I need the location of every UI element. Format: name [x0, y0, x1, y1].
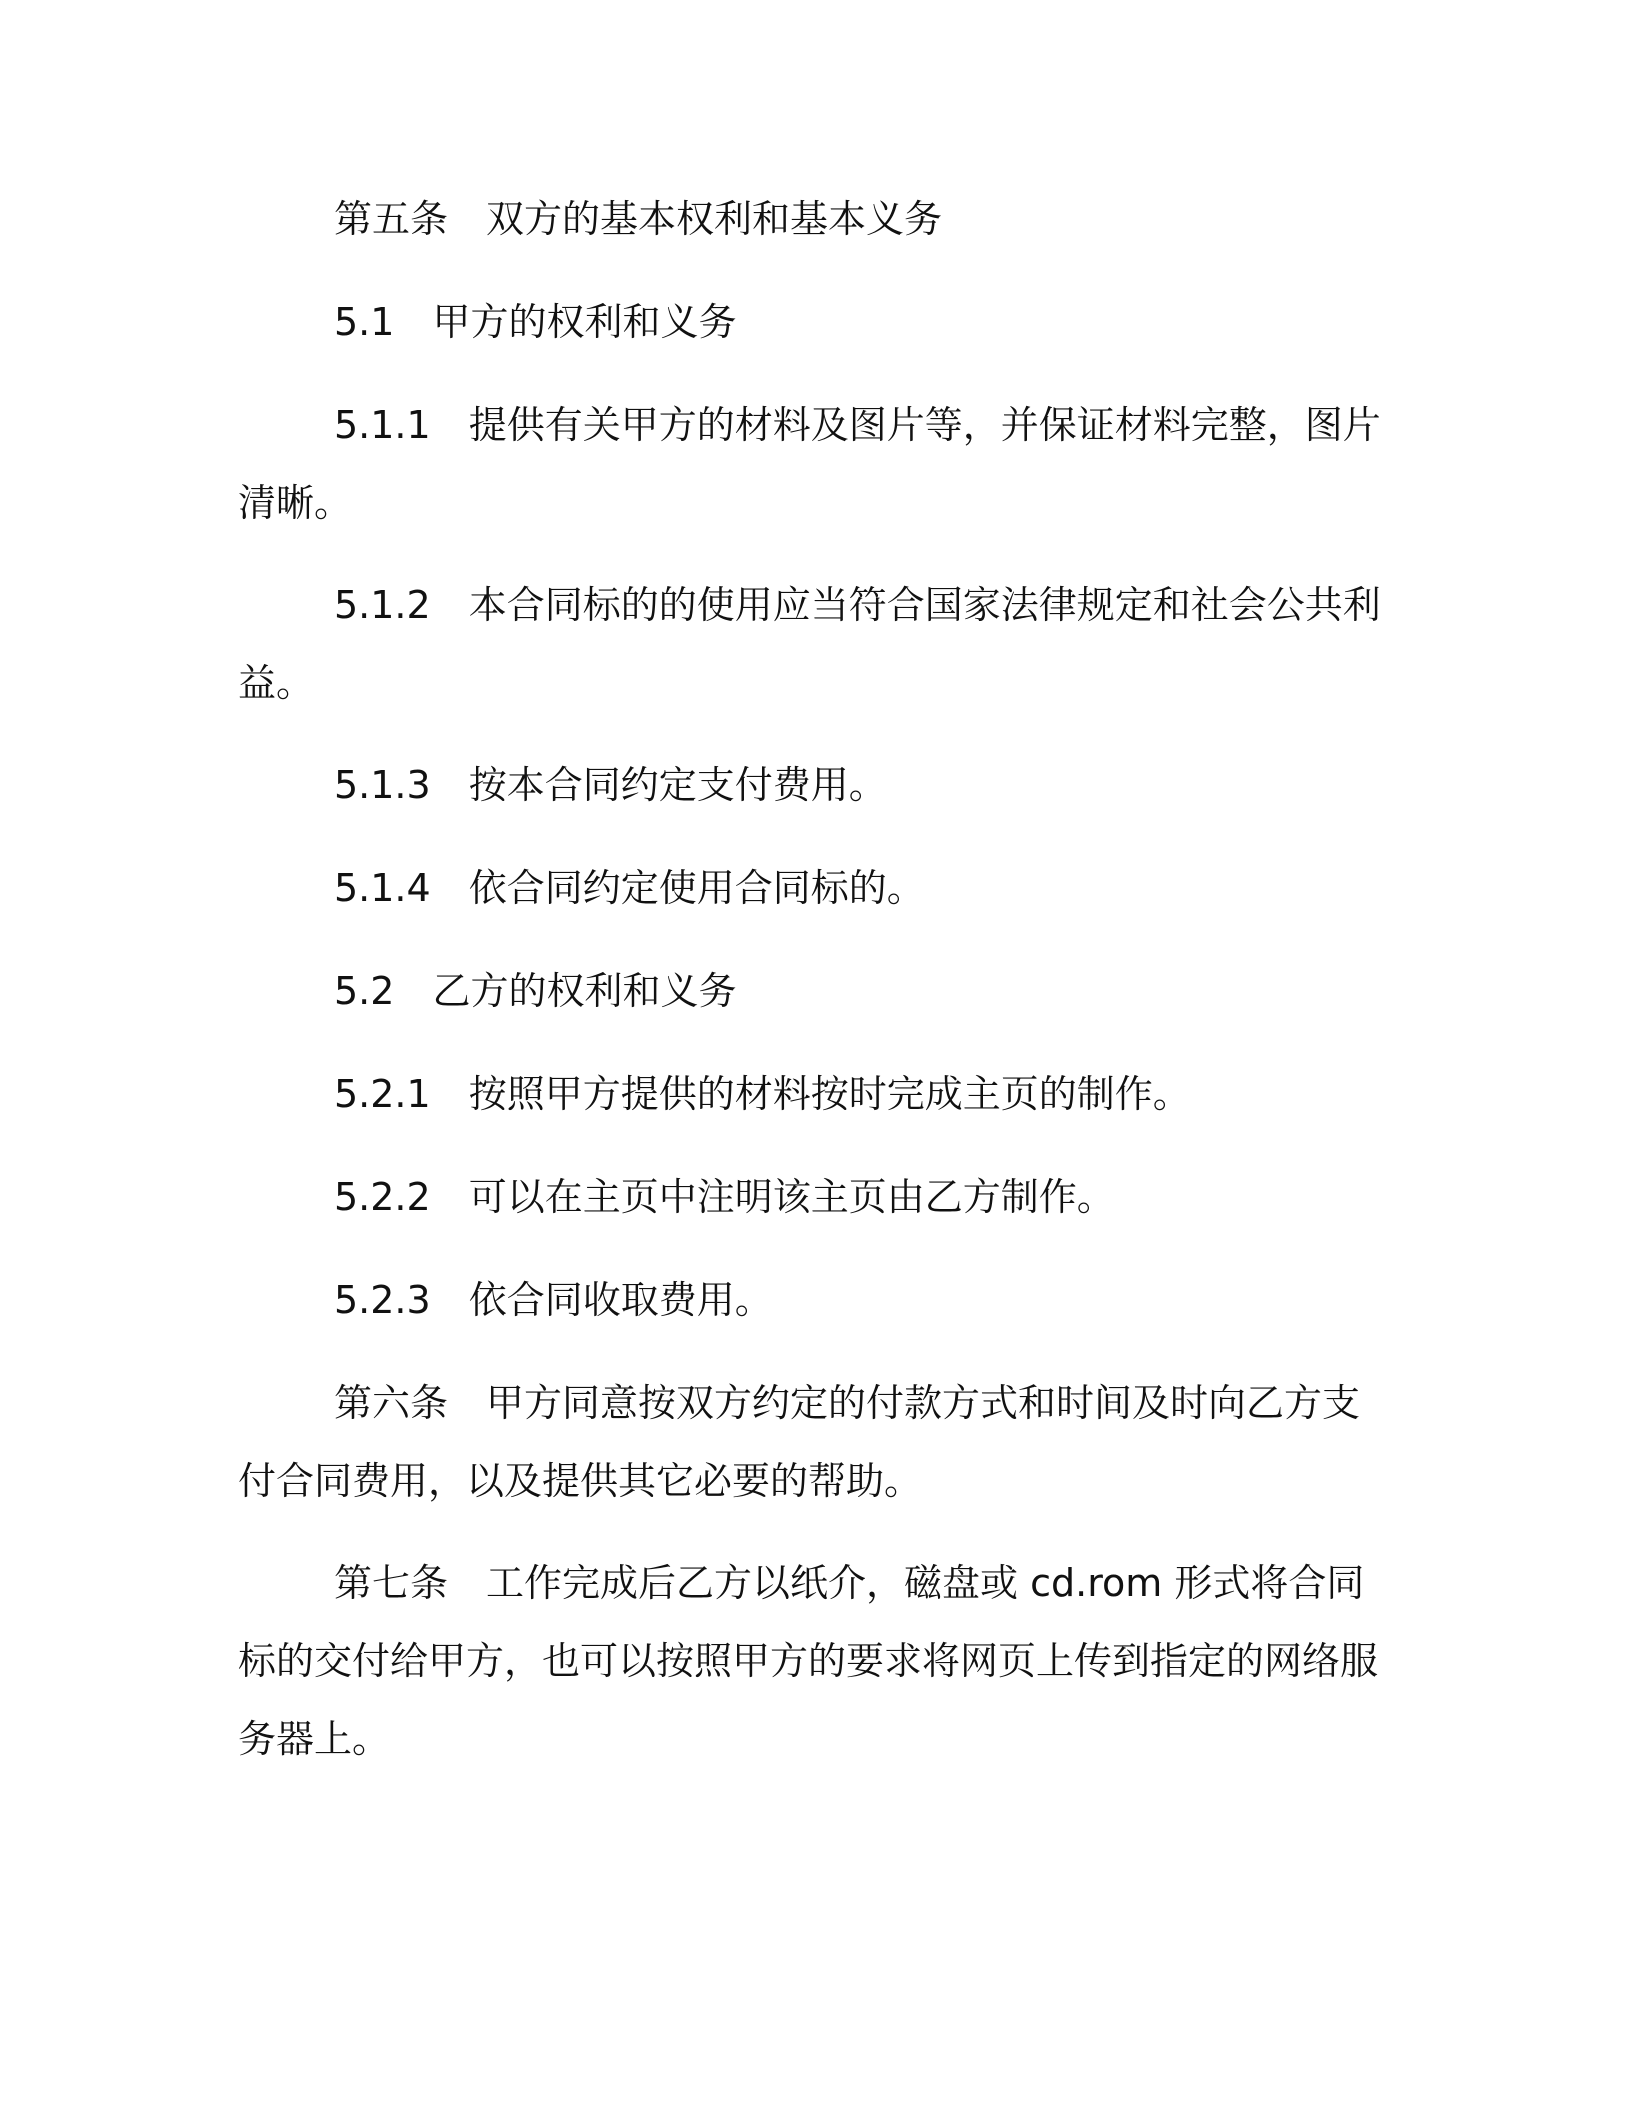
clause-5-2	[238, 952, 1388, 1030]
clause-text: 甲方同意按双方约定的付款方式和时间及时向乙方支付合同费用，以及提供其它必要的帮助。	[238, 1381, 1361, 1503]
clause-text: 按本合同约定支付费用。	[468, 763, 887, 807]
clause-number: 5.1.1	[334, 403, 431, 447]
clause-5-2-2	[238, 1158, 1388, 1236]
clause-text: 本合同标的的使用应当符合国家法律规定和社会公共利益。	[238, 583, 1381, 705]
clause-5-2-3	[238, 1261, 1388, 1339]
clause-number: 第七条	[334, 1561, 449, 1605]
clause-text: 乙方的权利和义务	[432, 969, 737, 1013]
clause-number: 5.1.2	[334, 583, 431, 627]
clause-number: 5.2.1	[334, 1072, 431, 1116]
clause-text: 甲方的权利和义务	[432, 300, 737, 344]
clause-text: 工作完成后乙方以纸介，磁盘或 cd.rom 形式将合同标的交付给甲方，也可以按照甲方的要求将网页上传到指定的网络服务器上。	[238, 1561, 1379, 1761]
clause-text: 可以在主页中注明该主页由乙方制作。	[468, 1175, 1115, 1219]
clause-text: 双方的基本权利和基本义务	[486, 197, 943, 241]
clause-number: 5.2.3	[334, 1278, 431, 1322]
clause-text: 依合同约定使用合同标的。	[468, 866, 925, 910]
clause-text: 按照甲方提供的材料按时完成主页的制作。	[468, 1072, 1191, 1116]
clause-5-1-1	[238, 386, 1388, 542]
clause-number: 5.2.2	[334, 1175, 431, 1219]
clause-5-2-1	[238, 1055, 1388, 1133]
clause-5-1-4	[238, 849, 1388, 927]
clause-number: 5.1.4	[334, 866, 431, 910]
clause-number: 第五条	[334, 197, 449, 241]
clause-number: 第六条	[334, 1381, 449, 1425]
clause-5-1-3	[238, 746, 1388, 824]
article-6	[238, 1364, 1388, 1520]
clause-5-1	[238, 283, 1388, 361]
clause-number: 5.1	[334, 300, 395, 344]
article-7	[238, 1544, 1388, 1778]
clause-number: 5.1.3	[334, 763, 431, 807]
clause-text: 提供有关甲方的材料及图片等，并保证材料完整，图片清晰。	[238, 403, 1381, 525]
clause-text: 依合同收取费用。	[468, 1278, 773, 1322]
clause-number: 5.2	[334, 969, 395, 1013]
article-5-heading	[238, 180, 1388, 258]
clause-5-1-2	[238, 566, 1388, 722]
